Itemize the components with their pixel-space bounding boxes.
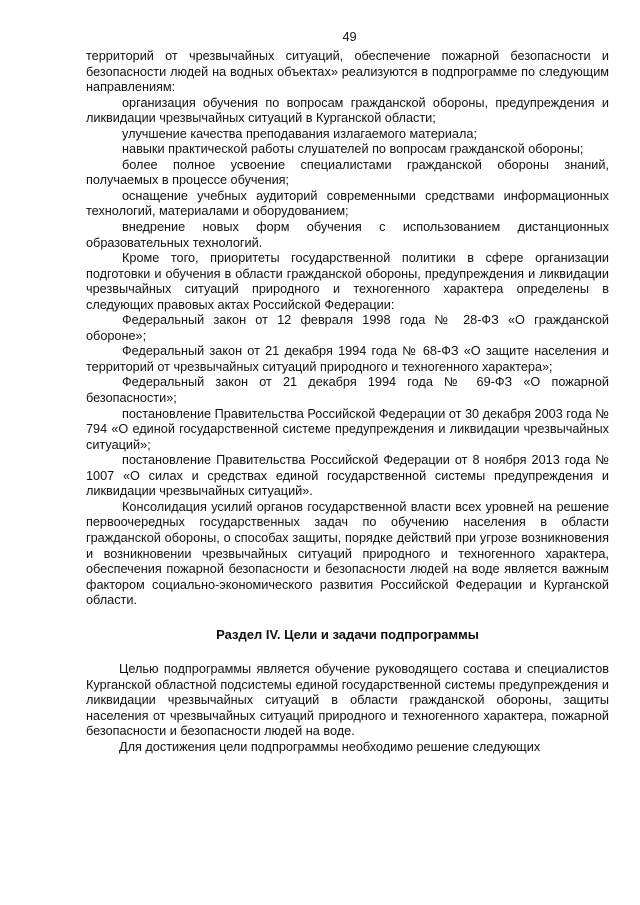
body-text-bottom bbox=[86, 662, 609, 755]
paragraph: постановление Правительства Российской Федерации от 8 ноября 2013 года № 1007 «О силах и средствах единой государственной системы предупреждения и ликвидации чрезвычайных ситуаций». bbox=[86, 453, 609, 499]
paragraph: навыки практической работы слушателей по вопросам гражданской обороны; bbox=[122, 142, 584, 157]
paragraph: Федеральный закон от 12 февраля 1998 года № 28-ФЗ «О гражданской обороне»; bbox=[86, 313, 609, 343]
paragraph: оснащение учебных аудиторий современными средствами информационных технологий, материалами и оборудованием; bbox=[86, 188, 609, 219]
paragraph: внедрение новых форм обучения с использованием дистанционных образовательных технологий. bbox=[86, 220, 609, 250]
paragraph: Федеральный закон от 21 декабря 1994 года № 68-ФЗ «О защите населения и территорий от чрезвычайных ситуаций природного и техногенного характера»; bbox=[86, 344, 609, 374]
paragraph: Федеральный закон от 21 декабря 1994 года № 69-ФЗ «О пожарной безопасности»; bbox=[86, 375, 609, 406]
paragraph: более полное усвоение специалистами гражданской обороны знаний, получаемых в процессе обучения; bbox=[86, 157, 609, 188]
paragraph: Консолидация усилий органов государственной власти всех уровней на решение первоочередных государственных задач по обучению населения в области гражданской обороны, о способах защиты, порядке действий при угрозе возникновения и возникновении чрезвычайных ситуаций природного и техногенного характера, обеспечения пожарной безопасности и безопасности людей на воде является важным фактором социально-экономического развития Российской Федерации и Курганской области. bbox=[86, 499, 609, 608]
paragraph: организация обучения по вопросам гражданской обороны, предупреждения и ликвидации чрезвычайных ситуаций в Курганской области; bbox=[86, 95, 609, 126]
paragraph: постановление Правительства Российской Федерации от 30 декабря 2003 года № 794 «О единой государственной системе предупреждения и ликвидации чрезвычайных ситуаций»; bbox=[86, 406, 609, 452]
paragraph: территорий от чрезвычайных ситуаций, обеспечение пожарной безопасности и безопасности людей на водных объектах» реализуются в подпрограмме по следующим направлениям: bbox=[86, 49, 609, 95]
paragraph: улучшение качества преподавания излагаемого материала; bbox=[122, 126, 477, 141]
section-heading: Раздел IV. Цели и задачи подпрограммы bbox=[216, 626, 479, 642]
body-text-top bbox=[86, 49, 609, 609]
paragraph: Для достижения цели подпрограммы необходимо решение следующих bbox=[119, 739, 541, 754]
paragraph: Кроме того, приоритеты государственной политики в сфере организации подготовки и обучения в области гражданской обороны, предупреждения и ликвидации чрезвычайных ситуаций природного и техногенного характера определены в следующих правовых актах Российской Федерации: bbox=[86, 251, 609, 312]
document-page bbox=[86, 30, 609, 756]
page-number: 49 bbox=[342, 30, 357, 44]
paragraph: Целью подпрограммы является обучение руководящего состава и специалистов Курганской областной подсистемы единой государственной системы предупреждения и ликвидации чрезвычайных ситуаций в области гражданской обороны, защиты населения от чрезвычайных ситуаций природного и техногенного характера, пожарной безопасности и безопасности людей на воде. bbox=[86, 662, 609, 739]
